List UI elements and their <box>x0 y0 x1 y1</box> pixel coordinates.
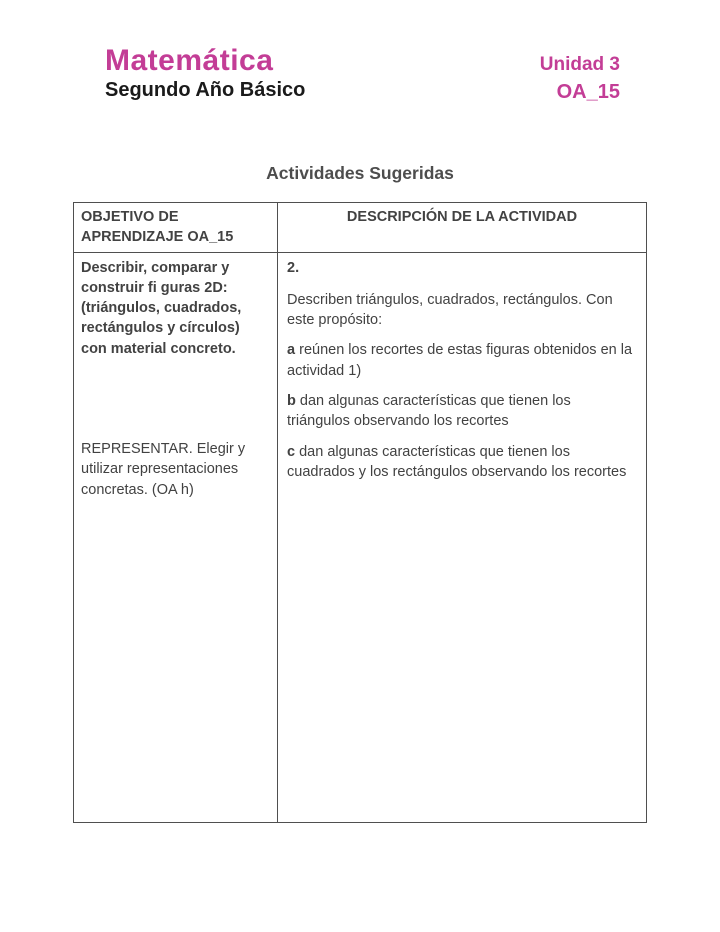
activity-item-b <box>287 391 636 432</box>
activity-intro: Describen triángulos, cuadrados, rectángulos. Con este propósito: <box>287 291 613 329</box>
activity-item-label: b <box>287 393 296 410</box>
objective-secondary-text: REPRESENTAR. Elegir y utilizar representaciones concretas. (OA h) <box>81 441 246 498</box>
header-left <box>105 44 305 102</box>
table-body-row <box>74 252 647 822</box>
activity-item-text: dan algunas características que tienen los cuadrados y los rectángulos observando los recortes <box>287 443 627 480</box>
header-right <box>540 52 620 106</box>
objective-column-header: OBJETIVO DE APRENDIZAJE OA_15 <box>74 203 278 253</box>
activity-item-label: c <box>287 443 296 460</box>
activity-item-text: dan algunas características que tienen los triángulos observando los recortes <box>287 393 571 430</box>
section-title: Actividades Sugeridas <box>266 163 454 183</box>
activity-item-text: reúnen los recortes de estas figuras obtenidos en la actividad 1) <box>287 342 633 379</box>
activity-table <box>73 202 647 823</box>
activity-number: 2. <box>287 259 300 276</box>
description-column-header: DESCRIPCIÓN DE LA ACTIVIDAD <box>278 203 647 253</box>
unit-label: Unidad 3 <box>539 54 620 75</box>
activity-item-c <box>287 442 636 483</box>
description-cell <box>278 252 647 822</box>
doc-title: Matemática <box>105 44 274 77</box>
objective-main-text: Describir, comparar y construir fi guras 2D: (triángulos, cuadrados, rectángulos y círculos) con material concreto. <box>81 259 242 357</box>
oa-code-label: OA_15 <box>556 81 620 103</box>
activity-item-label: a <box>287 342 296 359</box>
table-header-row <box>74 203 647 253</box>
objective-cell <box>74 252 278 822</box>
activity-item-a <box>287 340 636 381</box>
doc-subtitle: Segundo Año Básico <box>105 79 306 101</box>
